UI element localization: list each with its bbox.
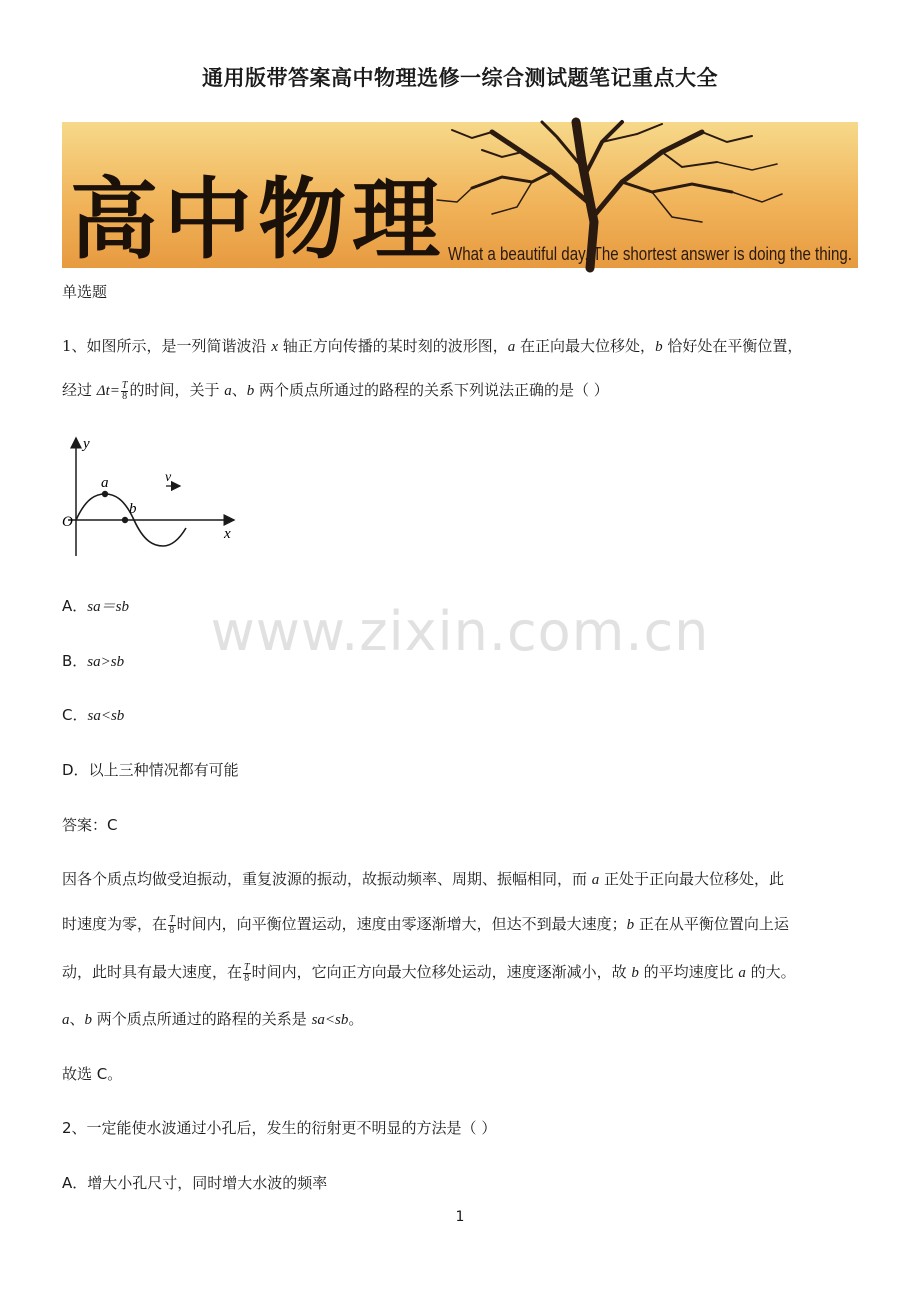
option-label: D． [62, 761, 89, 779]
q1-answer: 答案：C [62, 816, 118, 834]
q1-option-c [62, 705, 862, 726]
q1-text: 经过 [62, 381, 97, 399]
q1-explanation-line1 [62, 869, 862, 890]
explanation-text: 。 [348, 1010, 364, 1028]
option-label: B． [62, 652, 88, 670]
explanation-text: 时速度为零，在 [62, 915, 168, 933]
q1-var-b: b [626, 917, 635, 933]
q1-stem-line2 [62, 380, 862, 402]
explanation-text: 时间内，它向正方向最大位移处运动，速度逐渐减小，故 [251, 963, 632, 981]
a-label: a [101, 475, 109, 491]
option-text: sa＝sb [87, 599, 129, 615]
explanation-text: 动，此时具有最大速度，在 [62, 963, 243, 981]
fraction-denominator: 8 [122, 390, 128, 402]
option-label: A． [62, 597, 88, 615]
q1-var-b: b [84, 1012, 93, 1028]
q1-var-a: a [62, 1012, 70, 1028]
banner-tagline: What a beautiful day. The shortest answer is doing the thing. [448, 244, 852, 264]
q2-stem: 2、一定能使水波通过小孔后，发生的衍射更不明显的方法是（ ） [62, 1119, 497, 1137]
option-text: sa<sb [87, 708, 125, 724]
fraction-denominator: 8 [169, 924, 175, 936]
q1-text: 1、如图所示，是一列简谐波沿 [62, 337, 272, 355]
page-number: 1 [455, 1209, 465, 1225]
option-text: 以上三种情况都有可能 [88, 761, 239, 779]
x-label: x [224, 526, 231, 542]
explanation-text: 的平均速度比 [638, 963, 739, 981]
q1-delta-t: Δt= [96, 383, 120, 399]
q1-text: 轴正方向传播的某时刻的波形图， [278, 337, 508, 355]
fraction-numerator: T [169, 913, 175, 925]
q1-option-d [62, 760, 862, 780]
point-a [102, 491, 108, 497]
q1-explanation-line3 [62, 962, 862, 984]
q1-text: 在正向最大位移处， [515, 337, 656, 355]
q1-var-a: a [591, 872, 600, 888]
option-text: sa>sb [87, 654, 125, 670]
q1-explanation-line2 [62, 914, 862, 936]
explanation-text: 时间内，向平衡位置运动，速度由零逐渐增大，但达不到最大速度； [176, 915, 627, 933]
q1-text: 恰好处在平衡位置， [662, 337, 803, 355]
explanation-text: 的大。 [745, 963, 796, 981]
q1-var-b: b [631, 965, 639, 981]
fraction-numerator: T [121, 379, 128, 391]
q1-var-a: a [507, 339, 516, 355]
fraction-numerator: T [244, 961, 250, 973]
q2-option-a: A．增大小孔尺寸，同时增大水波的频率 [62, 1174, 328, 1192]
point-b [122, 517, 128, 523]
q1-text: 、 [231, 381, 247, 399]
q1-var-a: a [738, 965, 746, 981]
fraction-t-over-8 [168, 915, 176, 936]
explanation-text: 正在从平衡位置向上运 [634, 915, 789, 933]
q1-var-b: b [246, 383, 255, 399]
explanation-text: 正处于正向最大位移处，此 [599, 870, 785, 888]
section-label: 单选题 [62, 283, 108, 301]
q1-explanation-line4 [62, 1009, 862, 1030]
document-title: 通用版带答案高中物理选修一综合测试题笔记重点大全 [202, 66, 718, 90]
b-label: b [129, 501, 137, 517]
y-label: y [83, 436, 90, 452]
wave-figure [62, 432, 242, 562]
explanation-text: 、 [69, 1010, 85, 1028]
watermark: www.zixin.com.cn [210, 600, 710, 663]
q1-var-b: b [655, 339, 663, 355]
q1-conclusion: 故选 C。 [62, 1065, 123, 1083]
fraction-t-over-8 [121, 381, 129, 402]
explanation-text: 两个质点所通过的路程的关系是 [92, 1010, 312, 1028]
banner-image [62, 122, 858, 271]
fraction-t-over-8 [243, 963, 251, 984]
option-label: C． [62, 706, 88, 724]
q1-var-a: a [224, 383, 232, 399]
fraction-denominator: 8 [244, 972, 250, 984]
banner-headline: 高中物理 [70, 167, 447, 271]
q1-stem-line1 [62, 336, 862, 357]
v-label: v [165, 470, 172, 485]
origin-label: O [62, 514, 73, 530]
relation-text: sa<sb [311, 1012, 349, 1028]
q1-text: 两个质点所通过的路程的关系下列说法正确的是（ ） [254, 381, 609, 399]
q1-text: 的时间，关于 [129, 381, 225, 399]
explanation-text: 因各个质点均做受迫振动，重复波源的振动，故振动频率、周期、振幅相同，而 [62, 870, 592, 888]
banner-graphic [62, 122, 858, 271]
q1-var-x: x [271, 339, 278, 355]
